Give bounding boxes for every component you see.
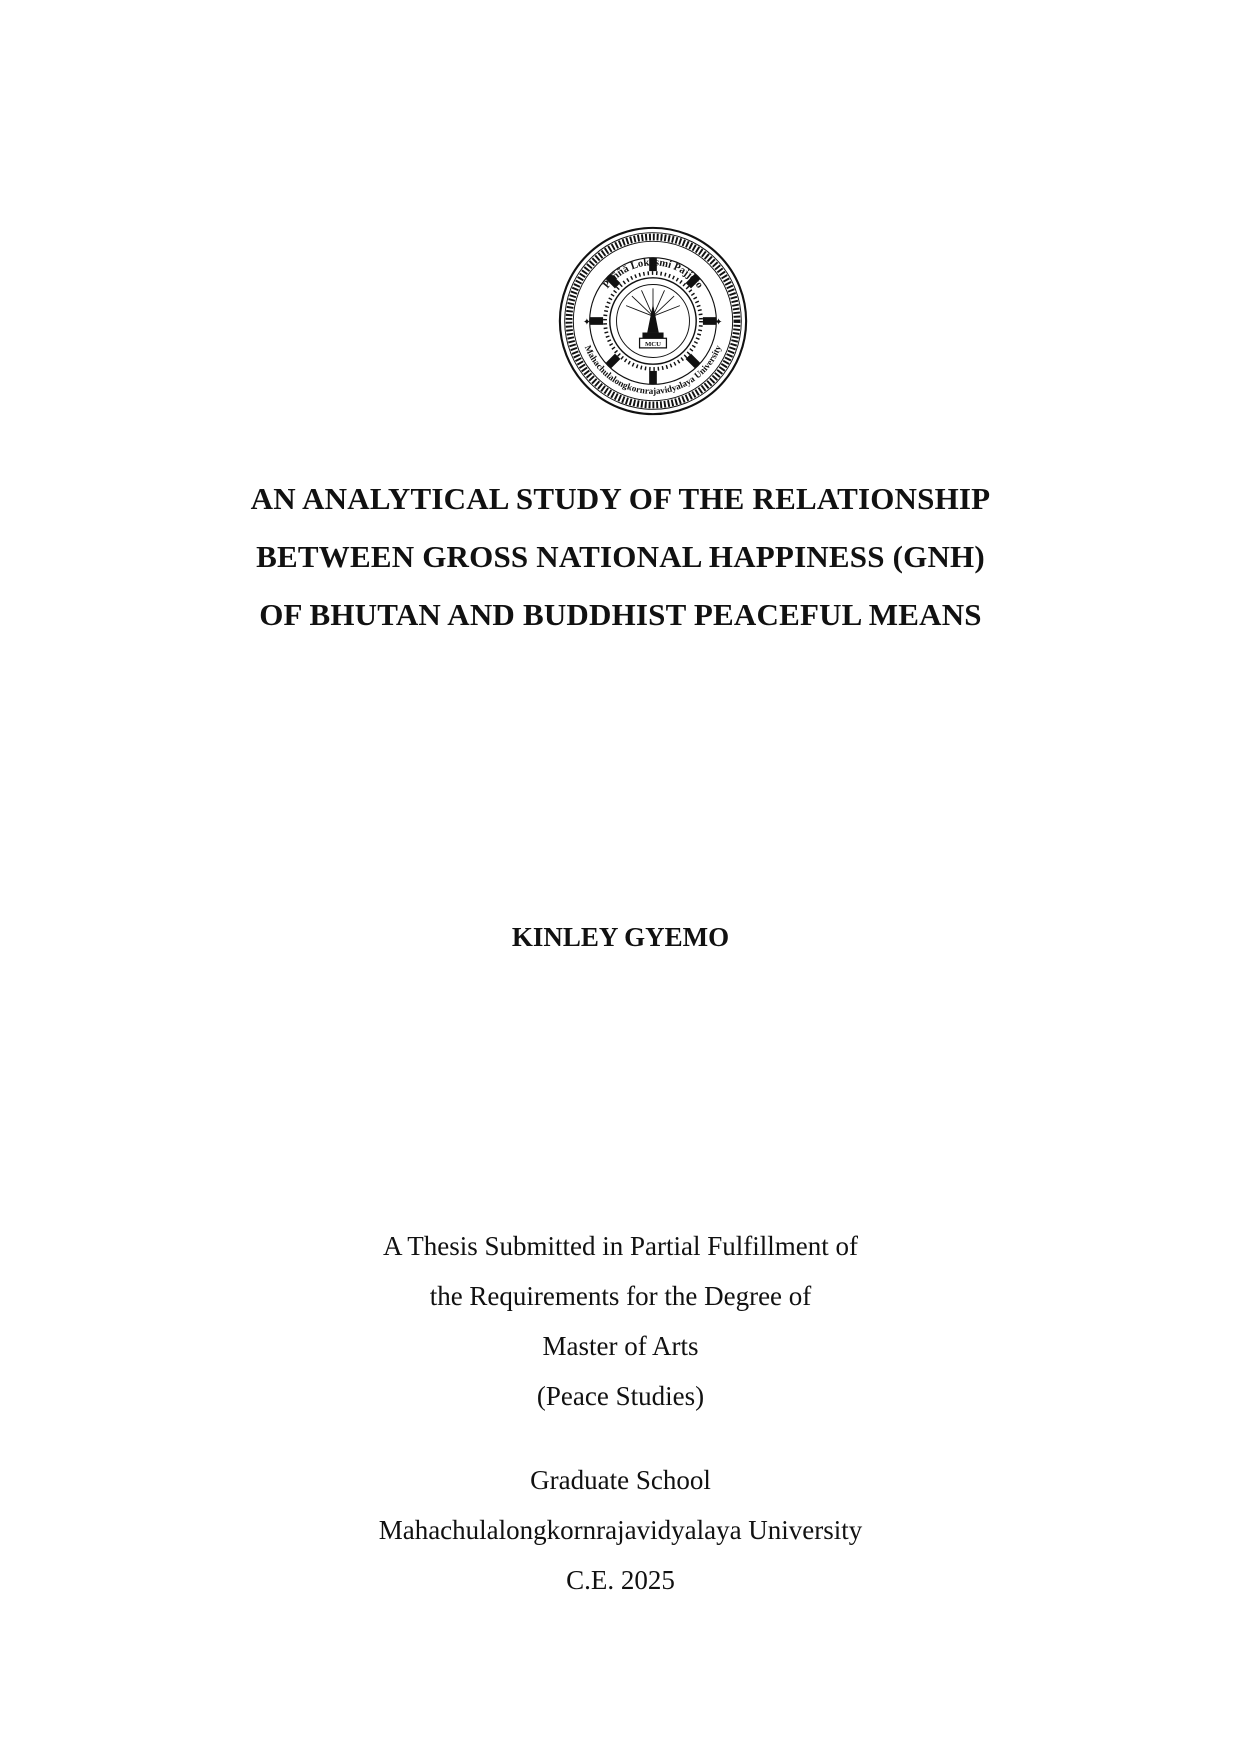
university-seal-icon [557,225,749,417]
school-name: Graduate School [530,1465,711,1495]
degree-field: (Peace Studies) [536,1381,705,1411]
svg-text:✦: ✦ [582,316,591,328]
degree-name: Master of Arts [542,1331,699,1361]
title-line-2: BETWEEN GROSS NATIONAL HAPPINESS (GNH) [256,539,985,574]
title-line-1: AN ANALYTICAL STUDY OF THE RELATIONSHIP [250,481,991,516]
author-name: KINLEY GYEMO [511,922,730,952]
institution-block [0,1455,1241,1605]
university-name: Mahachulalongkornrajavidyalaya University [378,1515,863,1545]
seal-monogram: MCU [644,340,662,348]
submission-line-2: the Requirements for the Degree of [429,1281,812,1311]
seal-motto: Paññā Lokasmi Pajjoto [601,257,705,291]
thesis-title [0,470,1241,644]
seal-ring-text: Mahachulalongkornrajavidyalaya University [582,343,724,396]
submission-statement [0,1221,1241,1421]
year: C.E. 2025 [566,1565,675,1595]
svg-text:✦: ✦ [714,316,723,328]
title-line-3: OF BHUTAN AND BUDDHIST PEACEFUL MEANS [259,597,982,632]
submission-line-1: A Thesis Submitted in Partial Fulfillment of [383,1231,858,1261]
